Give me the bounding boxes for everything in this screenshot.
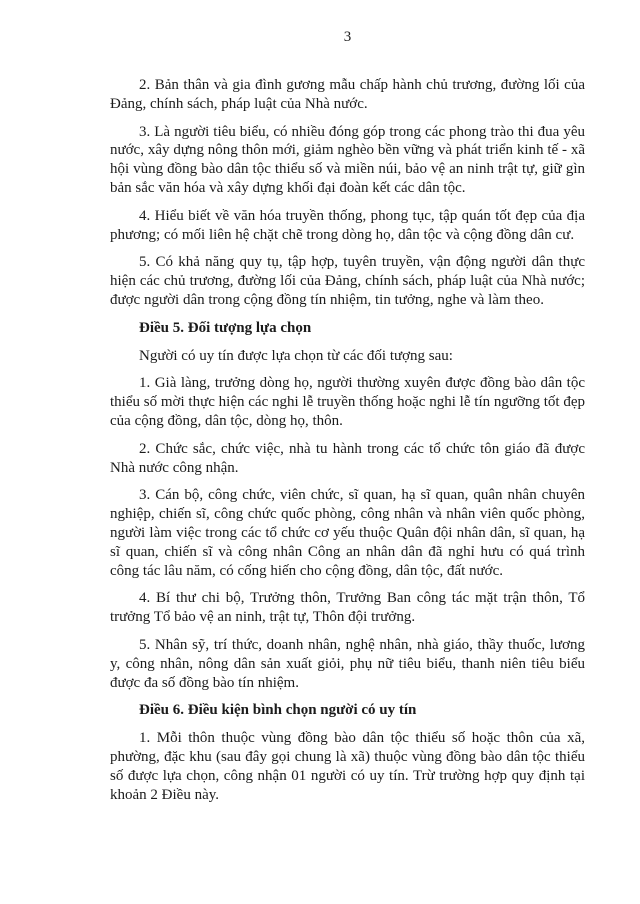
page-number: 3: [343, 29, 352, 45]
article-5-item-5: 5. Nhân sỹ, trí thức, doanh nhân, nghệ nhân, nhà giáo, thầy thuốc, lương y, công nhân, nông dân sản xuất giỏi, phụ nữ tiêu biểu, thanh niên tiêu biểu được đa số đồng bào tín nhiệm.: [110, 636, 585, 691]
article-5-item-2: 2. Chức sắc, chức việc, nhà tu hành trong các tổ chức tôn giáo đã được Nhà nước công nhận.: [110, 440, 585, 476]
criteria-item-5: 5. Có khả năng quy tụ, tập hợp, tuyên truyền, vận động người dân thực hiện các chủ trương, đường lối của Đảng, chính sách, pháp luật của Nhà nước; được người dân trong cộng đồng tín nhiệm, tin tưởng, nghe và làm theo.: [110, 254, 585, 308]
article-5-item-4: 4. Bí thư chi bộ, Trưởng thôn, Trưởng Ban công tác mặt trận thôn, Tổ trưởng Tổ bảo vệ an ninh, trật tự, Thôn đội trưởng.: [110, 590, 585, 626]
article-5-item-3: 3. Cán bộ, công chức, viên chức, sĩ quan, hạ sĩ quan, quân nhân chuyên nghiệp, chiến sĩ, công chức quốc phòng, công nhân và nhân viên quốc phòng, người làm việc trong các tổ chức cơ yếu thuộc Quân đội nhân dân, sĩ quan, hạ sĩ quan, chiến sĩ và công nhân Công an nhân dân đã nghỉ hưu có quá trình công tác lâu năm, có cống hiến cho cộng đồng, dân tộc, đất nước.: [110, 487, 585, 579]
criteria-item-3: 3. Là người tiêu biểu, có nhiều đóng góp trong các phong trào thi đua yêu nước, xây dựng nông thôn mới, giảm nghèo bền vững và phát triển kinh tế - xã hội vùng đồng bào dân tộc thiểu số và miền núi, bảo vệ an ninh trật tự, giữ gìn bản sắc văn hóa và xây dựng khối đại đoàn kết các dân tộc.: [110, 123, 585, 196]
article-6-heading: Điều 6. Điều kiện bình chọn người có uy tín: [139, 702, 417, 719]
article-5-item-1: 1. Già làng, trưởng dòng họ, người thường xuyên được đồng bào dân tộc thiểu số mời thực hiện các nghi lễ truyền thống hoặc nghi lễ tín ngưỡng tốt đẹp của cộng đồng, dân tộc, dòng họ, thôn.: [110, 375, 585, 429]
criteria-item-2: 2. Bản thân và gia đình gương mẫu chấp hành chủ trương, đường lối của Đảng, chính sách, pháp luật của Nhà nước.: [110, 77, 585, 112]
article-5-heading: Điều 5. Đối tượng lựa chọn: [139, 319, 312, 336]
document-body: [110, 76, 585, 813]
criteria-item-4: 4. Hiểu biết về văn hóa truyền thống, phong tục, tập quán tốt đẹp của địa phương; có mối liên hệ chặt chẽ trong dòng họ, dân tộc và cộng đồng dân cư.: [110, 207, 585, 243]
article-6-item-1: 1. Mỗi thôn thuộc vùng đồng bào dân tộc thiểu số hoặc thôn của xã, phường, đặc khu (sau đây gọi chung là xã) thuộc vùng đồng bào dân tộc thiểu số được lựa chọn, công nhận 01 người có uy tín. Trừ trường hợp quy định tại khoản 2 Điều này.: [110, 730, 585, 803]
article-5-intro: Người có uy tín được lựa chọn từ các đối tượng sau:: [139, 347, 453, 364]
